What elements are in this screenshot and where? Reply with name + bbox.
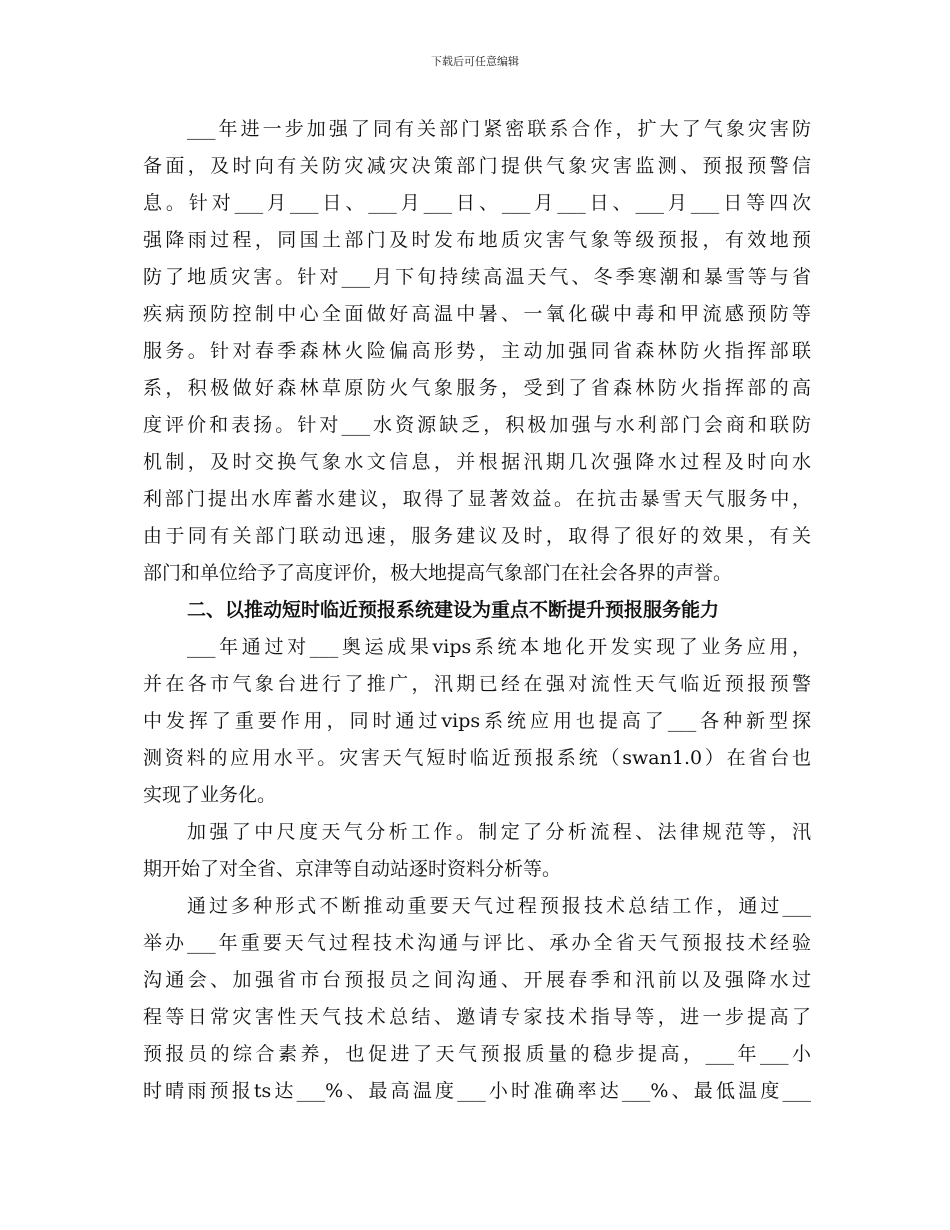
- text-line: 程等日常灾害性天气技术总结、邀请专家技术指导等，进一步提高了: [143, 1006, 811, 1028]
- text-line: ___年通过对___奥运成果vips系统本地化开发实现了业务应用，: [187, 636, 811, 658]
- text-line: 沟通会、加强省市台预报员之间沟通、开展春季和汛前以及强降水过: [143, 969, 811, 991]
- text-line: 部门和单位给予了高度评价，极大地提高气象部门在社会各界的声誉。: [143, 562, 733, 584]
- text-line: 强降雨过程，同国土部门及时发布地质灾害气象等级预报，有效地预: [143, 229, 811, 251]
- text-line: 加强了中尺度天气分析工作。制定了分析流程、法律规范等，汛: [187, 821, 811, 843]
- text-line: 利部门提出水库蓄水建议，取得了显著效益。在抗击暴雪天气服务中，: [143, 488, 811, 510]
- text-line: 度评价和表扬。针对___水资源缺乏，积极加强与水利部门会商和联防: [143, 414, 811, 436]
- text-line: 期开始了对全省、京津等自动站逐时资料分析等。: [143, 858, 562, 880]
- text-line: 机制，及时交换气象水文信息，并根据汛期几次强降水过程及时向水: [143, 451, 811, 473]
- text-line: 防了地质灾害。针对___月下旬持续高温天气、冬季寒潮和暴雪等与省: [143, 266, 811, 288]
- text-line: 疾病预防控制中心全面做好高温中暑、一氧化碳中毒和甲流感预防等: [143, 303, 811, 325]
- text-line: 息。针对___月___日、___月___日、___月___日、___月___日等四次: [143, 192, 811, 214]
- text-line: 时晴雨预报ts达___%、最高温度___小时准确率达___%、最低温度___: [143, 1080, 811, 1102]
- text-line: 备面，及时向有关防灾减灾决策部门提供气象灾害监测、预报预警信: [143, 155, 811, 177]
- section-heading: 二、以推动短时临近预报系统建设为重点不断提升预报服务能力: [187, 599, 720, 621]
- text-line: 举办___年重要天气过程技术沟通与评比、承办全省天气预报技术经验: [143, 932, 811, 954]
- text-line: 测资料的应用水平。灾害天气短时临近预报系统（swan1.0）在省台也: [143, 747, 811, 769]
- page-header: 下载后可任意编辑: [431, 55, 519, 68]
- text-line: 系，积极做好森林草原防火气象服务，受到了省森林防火指挥部的高: [143, 377, 811, 399]
- text-line: 中发挥了重要作用，同时通过vips系统应用也提高了___各种新型探: [143, 710, 811, 732]
- text-line: ___年进一步加强了同有关部门紧密联系合作，扩大了气象灾害防: [187, 118, 811, 140]
- text-line: 实现了业务化。: [143, 784, 277, 806]
- text-line: 预报员的综合素养，也促进了天气预报质量的稳步提高，___年___小: [143, 1043, 811, 1065]
- text-line: 通过多种形式不断推动重要天气过程预报技术总结工作，通过___: [187, 895, 811, 917]
- text-line: 服务。针对春季森林火险偏高形势，主动加强同省森林防火指挥部联: [143, 340, 811, 362]
- text-line: 由于同有关部门联动迅速，服务建议及时，取得了很好的效果，有关: [143, 525, 811, 547]
- document-body: [143, 111, 811, 1110]
- text-line: 并在各市气象台进行了推广，汛期已经在强对流性天气临近预报预警: [143, 673, 811, 695]
